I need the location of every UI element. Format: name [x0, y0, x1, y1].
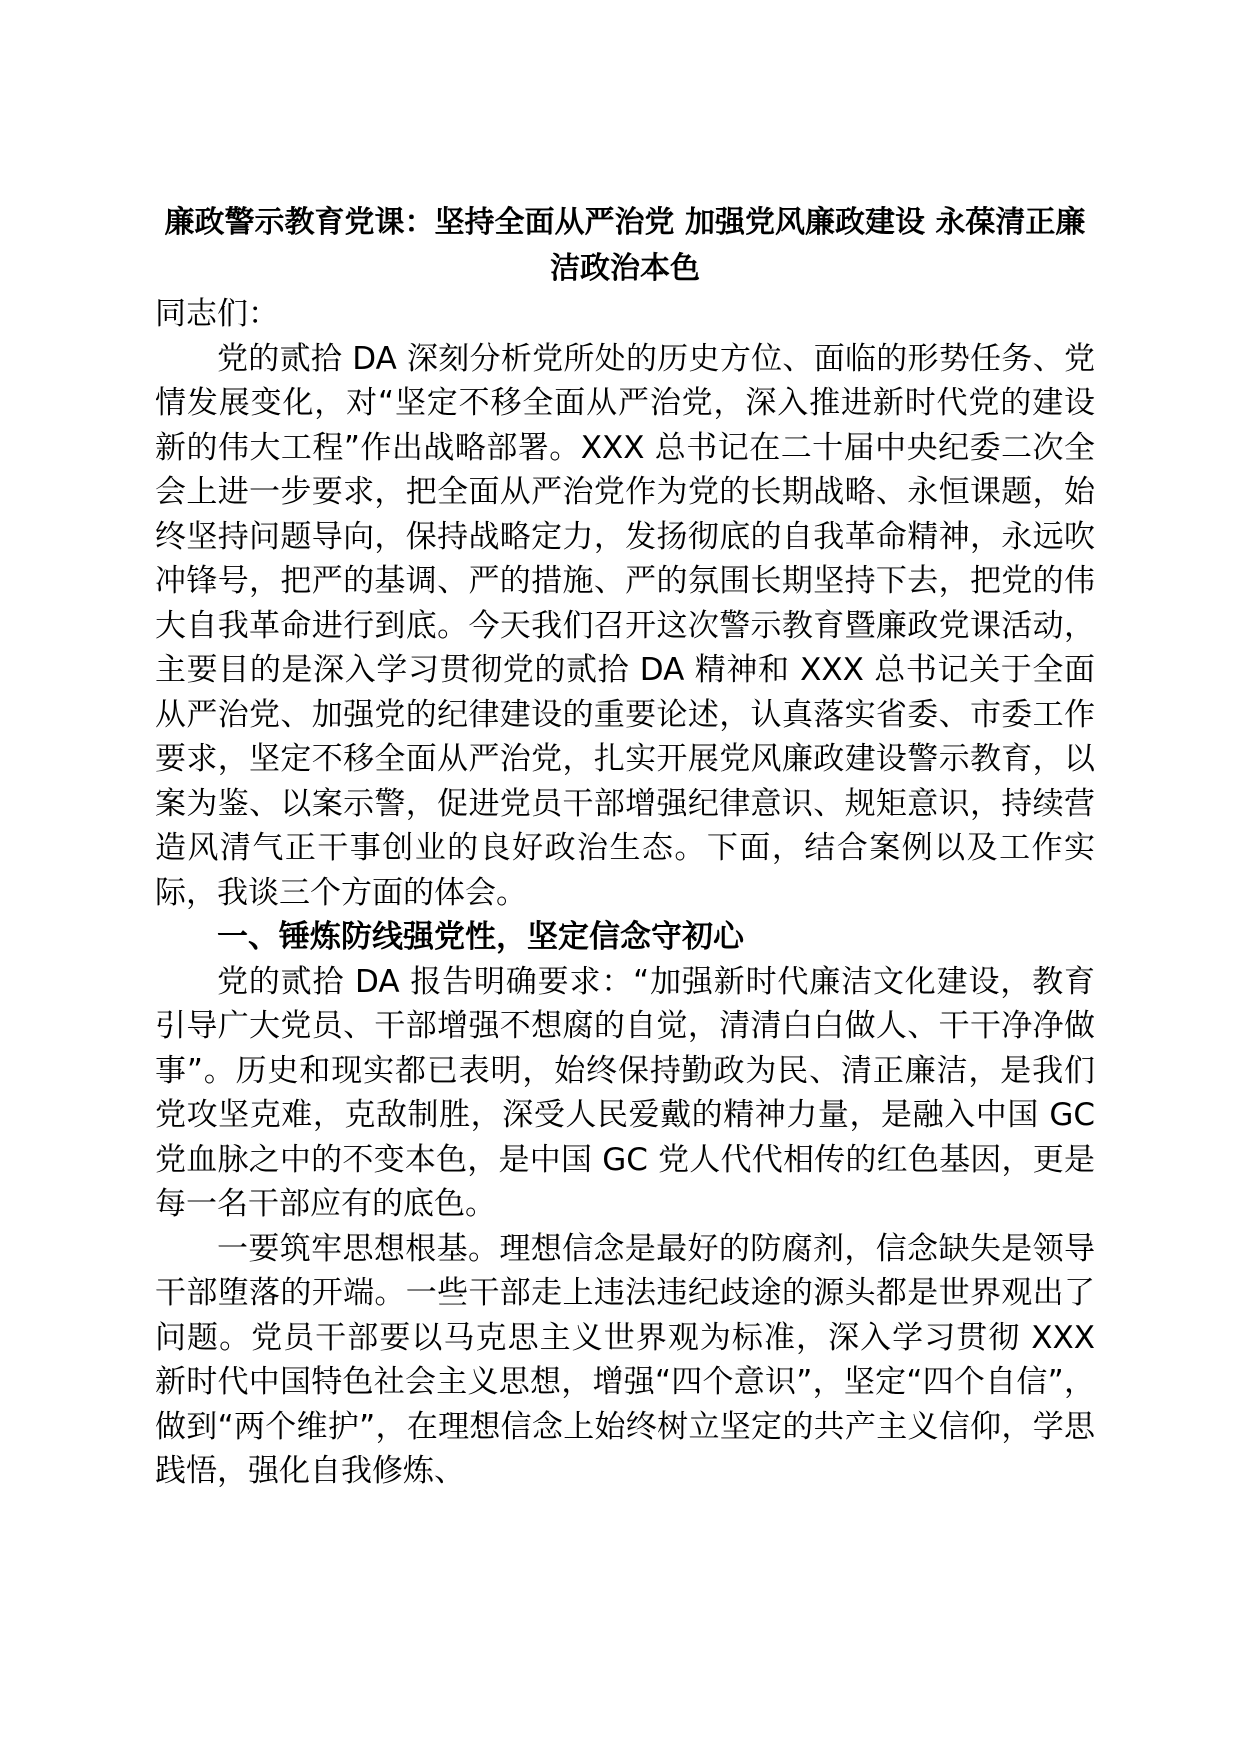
- salutation: 同志们：: [155, 296, 279, 332]
- body-paragraph-section-1: 党的贰拾 DA 报告明确要求：“加强新时代廉洁文化建设，教育引导广大党员、干部增强不想腐的自觉，清清白白做人、干干净净做事”。历史和现实都已表明，始终保持勤政为民、清正廉洁，是我们党攻坚克难，克敌制胜，深受人民爱戴的精神力量，是融入中国 GC 党血脉之中的不变本色，是中国 GC 党人代代相传的红色基因，更是每一名干部应有的底色。: [155, 963, 1095, 1222]
- document-page: [155, 200, 1095, 1494]
- body-paragraph-intro: 党的贰拾 DA 深刻分析党所处的历史方位、面临的形势任务、党情发展变化，对“坚定不移全面从严治党，深入推进新时代党的建设新的伟大工程”作出战略部署。XXX 总书记在二十届中央纪委二次全会上进一步要求，把全面从严治党作为党的长期战略、永恒课题，始终坚持问题导向，保持战略定力，发扬彻底的自我革命精神，永远吹冲锋号，把严的基调、严的措施、严的氛围长期坚持下去，把党的伟大自我革命进行到底。今天我们召开这次警示教育暨廉政党课活动，主要目的是深入学习贯彻党的贰拾 DA 精神和 XXX 总书记关于全面从严治党、加强党的纪律建设的重要论述，认真落实省委、市委工作要求，坚定不移全面从严治党，扎实开展党风廉政建设警示教育，以案为鉴、以案示警，促进党员干部增强纪律意识、规矩意识，持续营造风清气正干事创业的良好政治生态。下面，结合案例以及工作实际，我谈三个方面的体会。: [155, 340, 1095, 911]
- section-heading-1: 一、锤炼防线强党性，坚定信念守初心: [217, 919, 744, 955]
- document-title: 廉政警示教育党课：坚持全面从严治党 加强党风廉政建设 永葆清正廉洁政治本色: [164, 205, 1086, 286]
- body-paragraph-point-1: 一要筑牢思想根基。理想信念是最好的防腐剂，信念缺失是领导干部堕落的开端。一些干部走上违法违纪歧途的源头都是世界观出了问题。党员干部要以马克思主义世界观为标准，深入学习贯彻 XXX 新时代中国特色社会主义思想，增强“四个意识”，坚定“四个自信”，做到“两个维护”，在理想信念上始终树立坚定的共产主义信仰，学思践悟，强化自我修炼、: [155, 1230, 1095, 1489]
